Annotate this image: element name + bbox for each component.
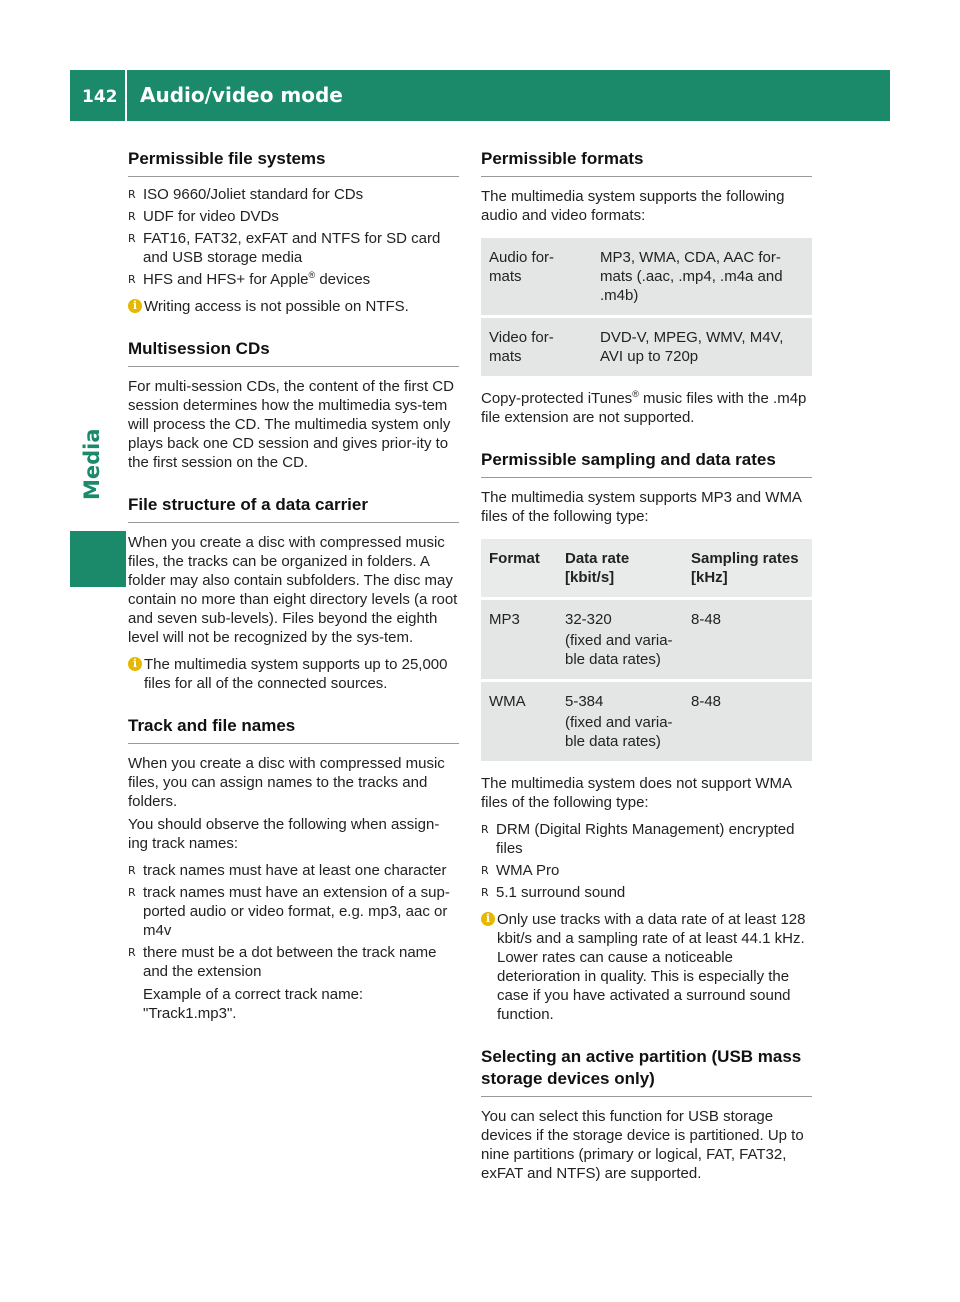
section-file-structure (128, 494, 459, 693)
section-heading: Multisession CDs (128, 338, 459, 367)
bullet-icon: R (128, 210, 136, 223)
bullet-icon: R (128, 232, 136, 245)
bullet-icon: R (128, 273, 136, 286)
column-header: Format (481, 539, 557, 597)
table-cell: Video for-mats (481, 318, 592, 376)
side-tab-marker (70, 531, 126, 587)
column-header: Sampling rates [kHz] (683, 539, 812, 597)
section-track-names (128, 715, 459, 1023)
info-icon: i (128, 657, 142, 671)
list-item: R WMA Pro (481, 862, 560, 879)
list-item: R DRM (Digital Rights Management) encrypted files (481, 821, 795, 857)
table-header-row (481, 539, 812, 597)
left-column (128, 148, 459, 1026)
table-cell: 32-320 (fixed and varia-ble data rates) (557, 600, 683, 679)
table-cell: 5-384 (fixed and varia-ble data rates) (557, 682, 683, 761)
paragraph: The multimedia system supports MP3 and WMA files of the following type: (481, 489, 802, 525)
table-row (481, 238, 812, 315)
paragraph: Copy-protected iTunes® music files with the .m4p file extension are not supported. (481, 389, 807, 426)
column-header: Data rate [kbit/s] (557, 539, 683, 597)
paragraph: The multimedia system supports the following audio and video formats: (481, 188, 785, 224)
list-item: R FAT16, FAT32, exFAT and NTFS for SD card and USB storage media (128, 230, 441, 266)
table-cell: MP3, WMA, CDA, AAC for-mats (.aac, .mp4, .m4a and .m4b) (592, 238, 812, 315)
bullet-icon: R (128, 188, 136, 201)
info-note: i Only use tracks with a data rate of at least 128 kbit/s and a sampling rate of at least 44.1 kHz. Lower rates can cause a noticeable deterioration in quality. This is especially the case if you have activated a surround sound function. (481, 910, 812, 1024)
sampling-table (481, 536, 812, 764)
table-row (481, 600, 812, 679)
bullet-icon: R (481, 864, 489, 877)
list-item: R UDF for video DVDs (128, 208, 279, 225)
list-item: R HFS and HFS+ for Apple® devices (128, 270, 371, 288)
registered-mark: ® (308, 270, 316, 280)
page-number: 142 (82, 87, 118, 107)
paragraph: You can select this function for USB storage devices if the storage device is partitioned. Up to nine partitions (primary or logical, FAT, FAT32, exFAT and NTFS) are supported. (481, 1108, 804, 1182)
bullet-icon: R (128, 886, 136, 899)
info-note: i The multimedia system supports up to 25,000 files for all of the connected sources. (128, 655, 459, 693)
header-divider (125, 70, 127, 121)
list-item: R track names must have an extension of a sup-ported audio or video format, e.g. mp3, aac or m4v (128, 884, 450, 939)
unsupported-list (481, 820, 812, 902)
section-heading: Permissible formats (481, 148, 812, 177)
section-heading: File structure of a data carrier (128, 494, 459, 523)
info-icon: i (481, 912, 495, 926)
table-cell: Audio for-mats (481, 238, 592, 315)
paragraph: You should observe the following when assign-ing track names: (128, 816, 440, 852)
section-heading: Selecting an active partition (USB mass storage devices only) (481, 1046, 812, 1097)
section-heading: Permissible file systems (128, 148, 459, 177)
section-multisession (128, 338, 459, 472)
table-cell: MP3 (481, 600, 557, 679)
table-row (481, 318, 812, 376)
table-cell: 8-48 (683, 600, 812, 679)
track-rules-list (128, 861, 459, 1023)
paragraph: The multimedia system does not support WMA files of the following type: (481, 775, 792, 811)
section-formats (481, 148, 812, 427)
section-sampling (481, 449, 812, 1024)
section-partition (481, 1046, 812, 1183)
formats-table (481, 235, 812, 379)
paragraph: When you create a disc with compressed music files, the tracks can be organized in folders. A folder may also contain subfolders. The disc may contain no more than eight directory levels (a root and seven sub-levels). Files beyond the eighth level will not be recognized by the sys-tem. (128, 534, 458, 646)
list-item: R 5.1 surround sound (481, 884, 626, 901)
section-file-systems (128, 148, 459, 316)
list-item: R track names must have at least one character (128, 862, 447, 879)
file-systems-list (128, 185, 459, 289)
registered-mark: ® (632, 389, 639, 399)
example-text: Example of a correct track name: "Track1.mp3". (143, 986, 364, 1022)
bullet-icon: R (128, 864, 136, 877)
table-cell: 8-48 (683, 682, 812, 761)
paragraph: When you create a disc with compressed music files, you can assign names to the tracks and folders. (128, 755, 445, 810)
table-cell: WMA (481, 682, 557, 761)
section-heading: Track and file names (128, 715, 459, 744)
list-item: R there must be a dot between the track name and the extension Example of a correct track name: "Track1.mp3". (128, 943, 459, 1023)
page-title: Audio/video mode (140, 83, 343, 107)
section-heading: Permissible sampling and data rates (481, 449, 812, 478)
bullet-icon: R (128, 946, 136, 959)
table-cell: DVD-V, MPEG, WMV, M4V, AVI up to 720p (592, 318, 812, 376)
right-column (481, 148, 812, 1183)
info-note: i Writing access is not possible on NTFS. (128, 297, 459, 316)
bullet-icon: R (481, 823, 489, 836)
table-row (481, 682, 812, 761)
list-item: R ISO 9660/Joliet standard for CDs (128, 186, 364, 203)
paragraph: For multi-session CDs, the content of the first CD session determines how the multimedia sys-tem will process the CD. The multimedia system only plays back one CD session and gives prior-ity to the first session on the CD. (128, 378, 454, 471)
bullet-icon: R (481, 886, 489, 899)
side-tab-label: Media (80, 428, 104, 500)
info-icon: i (128, 299, 142, 313)
